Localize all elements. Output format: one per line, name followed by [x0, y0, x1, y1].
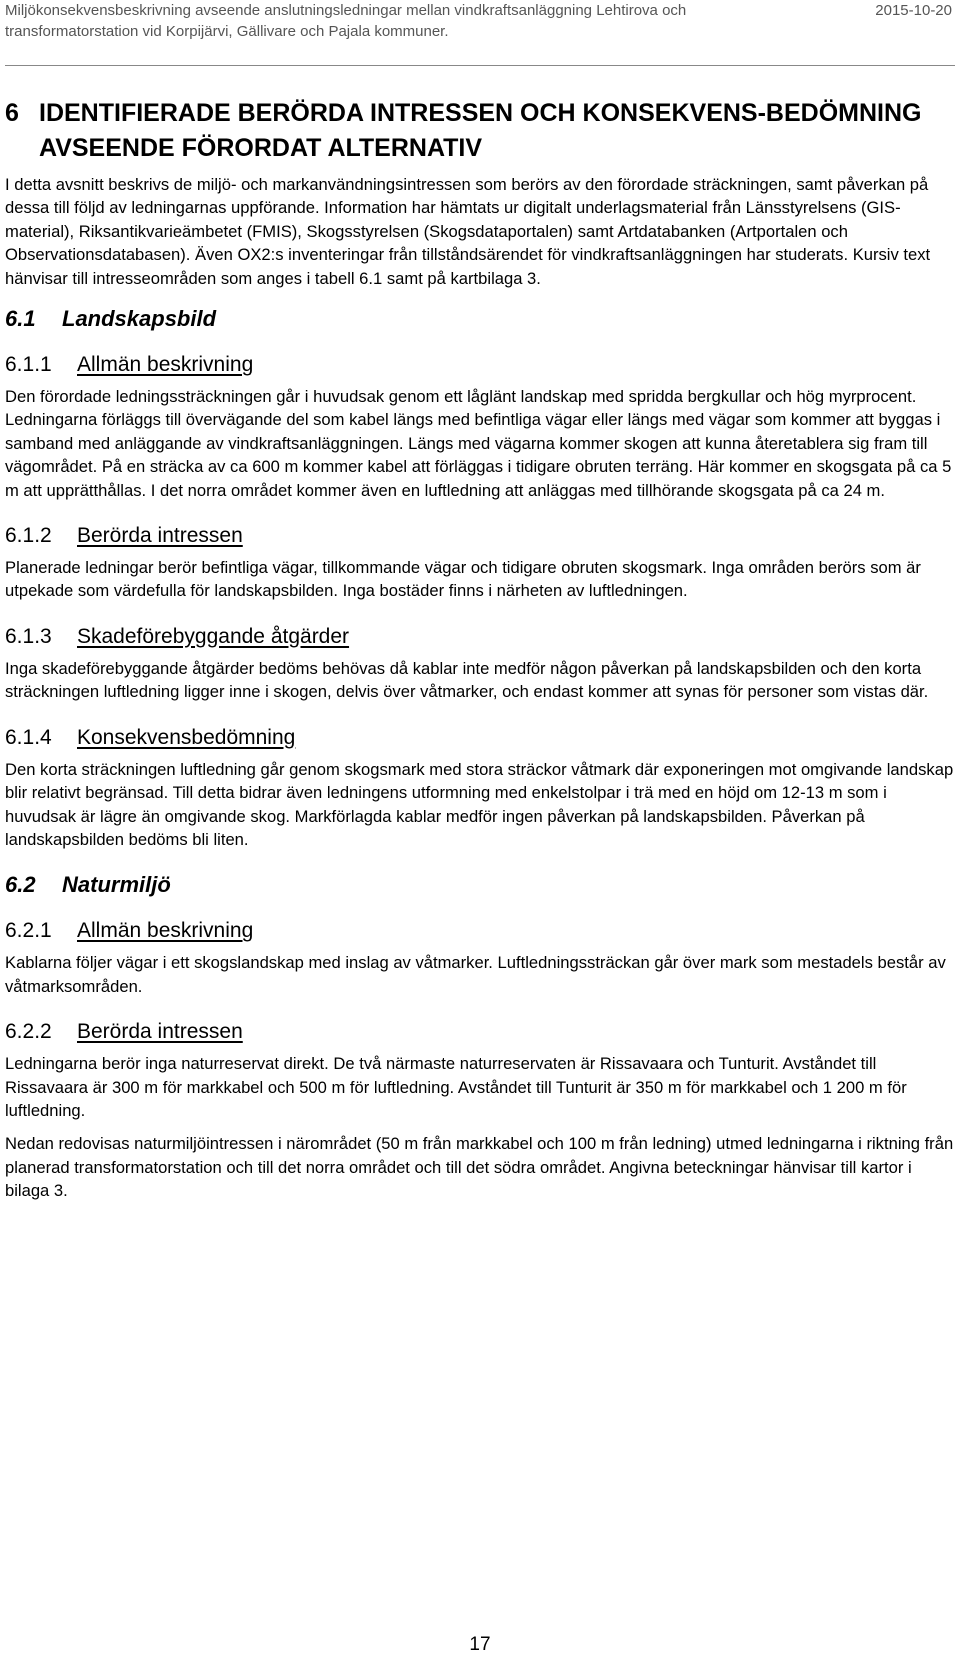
subsection-number: 6.1.1 [5, 353, 52, 377]
chapter-number: 6 [5, 99, 19, 127]
paragraph-6-1-2: Planerade ledningar berör befintliga vägar, tillkommande vägar och tidigare obruten skogsmark. Inga områden berörs som är utpekade som värdefulla för landskapsbilden. Inga bostäder finns i närheten av luftledningen. [5, 558, 921, 601]
subsection-number: 6.1.4 [5, 725, 52, 749]
subsection-heading-6-1-4 [5, 723, 955, 753]
paragraph-6-1-4: Den korta sträckningen luftledning går genom skogsmark med stora sträckor våtmark där exponeringen mot omgivande landskap blir relativt begränsad. Till detta bidrar även ledningens utformning med enkelstolpar i trä med en höjd om 12-13 m som i huvudsak är lägre än omgivande skog. Markförlagda kablar medför ingen påverkan på landskapsbilden. Påverkan på landskapsbilden bedöms bli liten. [5, 759, 954, 849]
chapter-intro: I detta avsnitt beskrivs de miljö- och markanvändningsintressen som berörs av den förordade sträckningen, samt påverkan på dessa till följd av ledningarnas uppförande. Information har hämtats ur digitalt underlagsmaterial från Länsstyrelsens (GIS-material), Riksantikvarieämbetet (FMIS), Skogsstyrelsen (Skogsdataportalen) samt Artdatabanken (Artportalen och Observationsdatabasen). Även OX2:s inventeringar från tillståndsärendet för vindkraftsanläggningen har studerats. Kursiv text hänvisar till intresseområden som anges i tabell 6.1 samt på kartbilaga 3. [5, 175, 931, 288]
header-title: Miljökonsekvensbeskrivning avseende anslutningsledningar mellan vindkraftsanläggning Lehtirova och transformatorstation vid Korpijärvi, Gällivare och Pajala kommuner. [5, 2, 687, 40]
subsection-heading-6-1-1 [5, 350, 955, 380]
header-date: 2015-10-20 [875, 2, 952, 19]
subsection-title: Berörda intressen [77, 524, 243, 548]
subsection-title: Allmän beskrivning [77, 919, 254, 943]
paragraph-6-2-2-a: Ledningarna berör inga naturreservat direkt. De två närmaste naturreservaten är Rissavaara och Tunturit. Avståndet till Rissavaara är 300 m för markkabel och 500 m för luftledning. Avståndet till Tunturit är 350 m för markkabel och 1 200 m för luftledning. [5, 1054, 907, 1120]
chapter-heading [5, 96, 955, 166]
paragraph-6-1-1: Den förordade ledningssträckningen går i huvudsak genom ett låglänt landskap med spridda bergkullar och hög myrprocent. Ledningarna förläggs till övervägande del som kabel längs med befintliga vägar eller längs med vägar som kommer att byggas i samband med anläggande av vindkraftsanläggningen. Längs med vägarna kommer skogen att kunna återetablera sig fram till vägområdet. På en sträcka av ca 600 m kommer kabel att förläggas i tidigare obruten terräng. Här kommer en skogsgata på ca 5 m att upprätthållas. I det norra området kommer även en luftledning att anläggas med tillhörande skogsgata på ca 24 m. [5, 387, 952, 500]
page-content [5, 96, 955, 1203]
paragraph-6-1-3: Inga skadeförebyggande åtgärder bedöms behövas då kablar inte medför någon påverkan på landskapsbilden och den korta sträckningen luftledning ligger inne i skogen, delvis över våtmarker, och endast kommer att synas för personer som vistas där. [5, 658, 929, 702]
section-heading-6-1 [5, 304, 955, 334]
section-title: Landskapsbild [62, 306, 217, 332]
subsection-number: 6.2.1 [5, 919, 52, 943]
page-number: 17 [469, 1634, 491, 1655]
subsection-number: 6.1.3 [5, 624, 52, 648]
paragraph-6-2-2-b: Nedan redovisas naturmiljöintressen i närområdet (50 m från markkabel och 100 m från ledning) utmed ledningarna i riktning från planerad transformatorstation och till det norra området och till det södra området. Angivna beteckningar hänvisar till kartor i bilaga 3. [5, 1134, 954, 1201]
section-number: 6.2 [5, 872, 36, 898]
subsection-title: Allmän beskrivning [77, 353, 254, 377]
subsection-heading-6-2-1 [5, 916, 955, 946]
subsection-number: 6.1.2 [5, 524, 52, 548]
subsection-heading-6-1-3 [5, 622, 955, 652]
subsection-title: Konsekvensbedömning [77, 725, 296, 749]
subsection-title: Skadeförebyggande åtgärder [77, 624, 350, 648]
subsection-number: 6.2.2 [5, 1020, 52, 1044]
section-number: 6.1 [5, 306, 36, 332]
subsection-title: Berörda intressen [77, 1020, 243, 1044]
subsection-heading-6-2-2 [5, 1017, 955, 1047]
subsection-heading-6-1-2 [5, 521, 955, 551]
section-heading-6-2 [5, 870, 955, 900]
paragraph-6-2-1: Kablarna följer vägar i ett skogslandskap med inslag av våtmarker. Luftledningssträckan går över mark som mestadels består av våtmarksområden. [5, 953, 946, 996]
header-divider [5, 65, 955, 66]
section-title: Naturmiljö [62, 872, 171, 898]
chapter-title: IDENTIFIERADE BERÖRDA INTRESSEN OCH KONSEKVENS-BEDÖMNING AVSEENDE FÖRORDAT ALTERNATIV [39, 99, 922, 162]
